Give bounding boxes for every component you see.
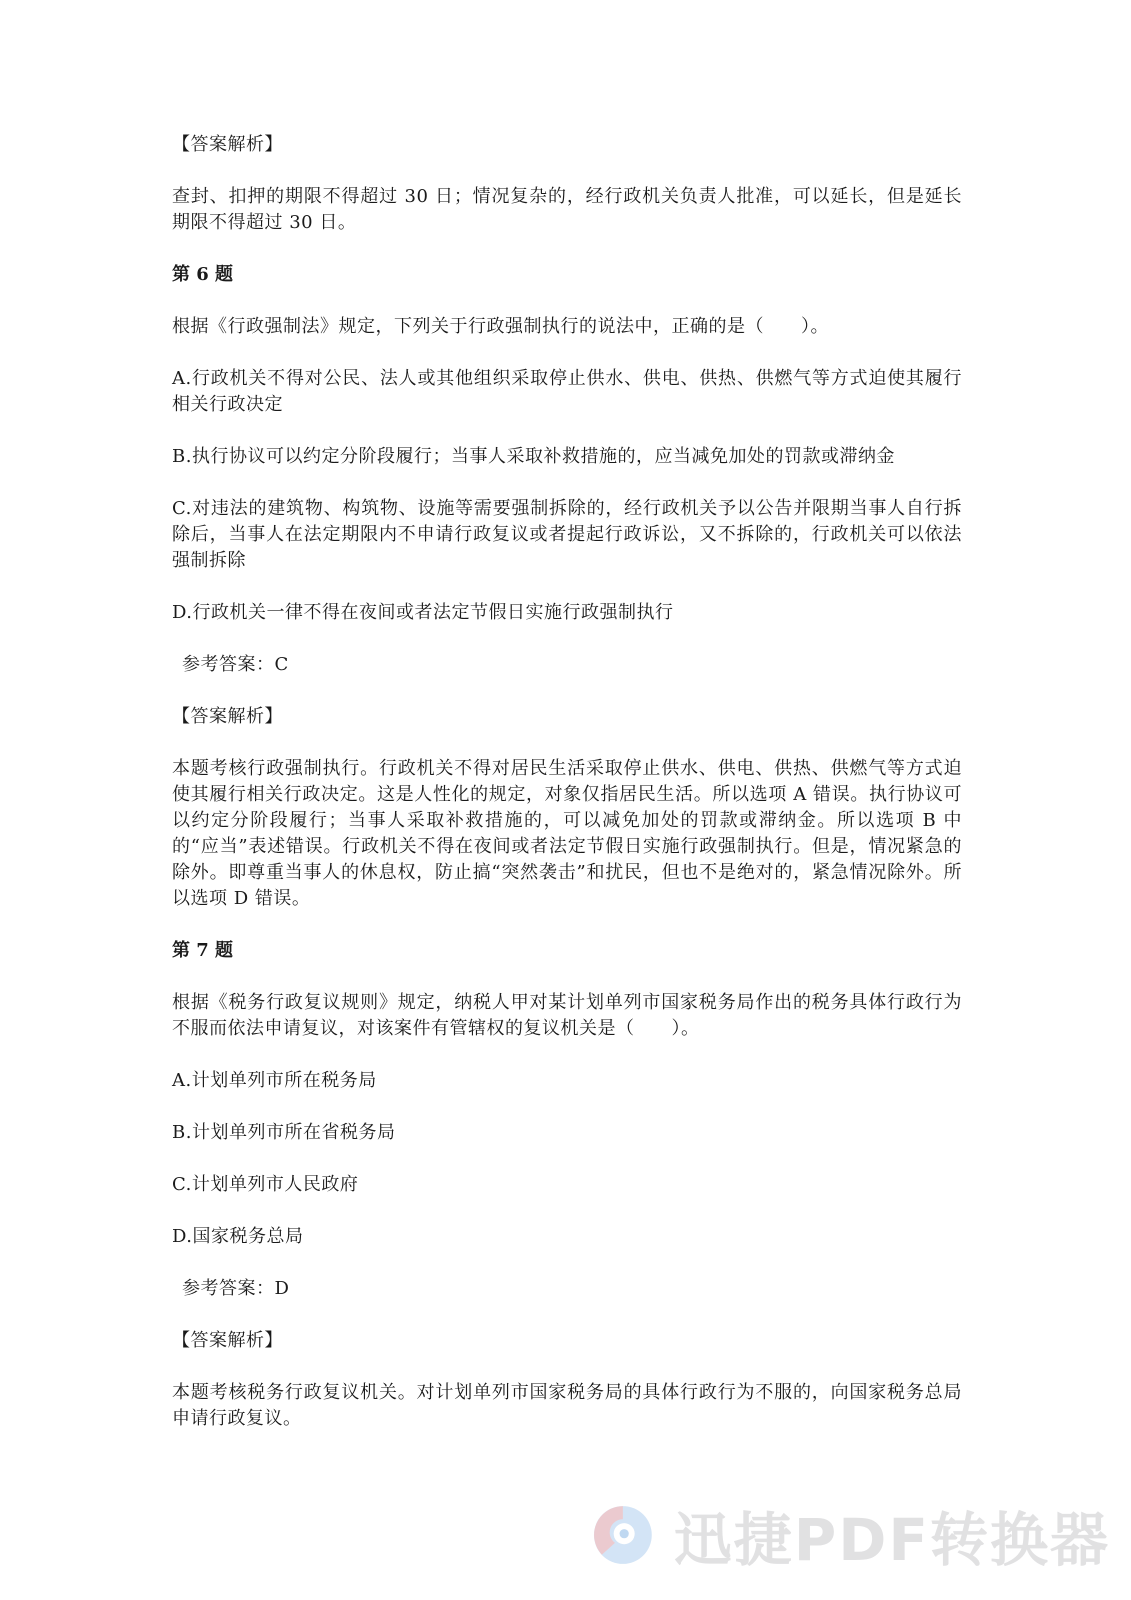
question-7-answer: 参考答案：D	[182, 1278, 290, 1299]
question-7-title: 第 7 题	[172, 940, 234, 961]
question-6-option-c: C.对违法的建筑物、构筑物、设施等需要强制拆除的，经行政机关予以公告并限期当事人自行拆除后，当事人在法定期限内不申请行政复议或者提起行政诉讼，又不拆除的，行政机关可以依法强制拆除	[172, 498, 962, 571]
question-7-option-c: C.计划单列市人民政府	[172, 1174, 359, 1195]
question-6-title: 第 6 题	[172, 264, 234, 285]
question-6-option-d: D.行政机关一律不得在夜间或者法定节假日实施行政强制执行	[172, 602, 674, 623]
question-7-analysis-heading: 【答案解析】	[172, 1330, 283, 1351]
prev-analysis-text: 查封、扣押的期限不得超过 30 日；情况复杂的，经行政机关负责人批准，可以延长，但是延长期限不得超过 30 日。	[172, 186, 962, 233]
question-7-analysis-text: 本题考核税务行政复议机关。对计划单列市国家税务局的具体行政行为不服的，向国家税务总局申请行政复议。	[172, 1382, 962, 1429]
question-7-option-a: A.计划单列市所在税务局	[172, 1070, 377, 1091]
converter-logo-icon	[590, 1494, 656, 1576]
question-7-option-d: D.国家税务总局	[172, 1226, 304, 1247]
watermark	[590, 1490, 1110, 1580]
prev-analysis-heading: 【答案解析】	[172, 134, 283, 155]
question-6-option-b: B.执行协议可以约定分阶段履行；当事人采取补救措施的，应当减免加处的罚款或滞纳金	[172, 446, 895, 467]
question-6-stem: 根据《行政强制法》规定，下列关于行政强制执行的说法中，正确的是（ ）。	[172, 316, 829, 337]
question-6-analysis-text: 本题考核行政强制执行。行政机关不得对居民生活采取停止供水、供电、供热、供燃气等方式迫使其履行相关行政决定。这是人性化的规定，对象仅指居民生活。所以选项 A 错误。执行协议可以约定分阶段履行；当事人采取补救措施的，可以减免加处的罚款或滞纳金。所以选项 B 中的“应当”表述错误。行政机关不得在夜间或者法定节假日实施行政强制执行。但是，情况紧急的除外。即尊重当事人的休息权，防止搞“突然袭击”和扰民，但也不是绝对的，紧急情况除外。所以选项 D 错误。	[172, 758, 962, 909]
question-6-answer: 参考答案：C	[182, 654, 289, 675]
watermark-text: 迅捷PDF转换器	[673, 1506, 1110, 1574]
question-7-stem: 根据《税务行政复议规则》规定，纳税人甲对某计划单列市国家税务局作出的税务具体行政行为不服而依法申请复议，对该案件有管辖权的复议机关是（ ）。	[172, 992, 962, 1039]
question-6-option-a: A.行政机关不得对公民、法人或其他组织采取停止供水、供电、供热、供燃气等方式迫使其履行相关行政决定	[172, 368, 962, 415]
document-page	[172, 132, 962, 1458]
question-6-analysis-heading: 【答案解析】	[172, 706, 283, 727]
question-7-option-b: B.计划单列市所在省税务局	[172, 1122, 396, 1143]
